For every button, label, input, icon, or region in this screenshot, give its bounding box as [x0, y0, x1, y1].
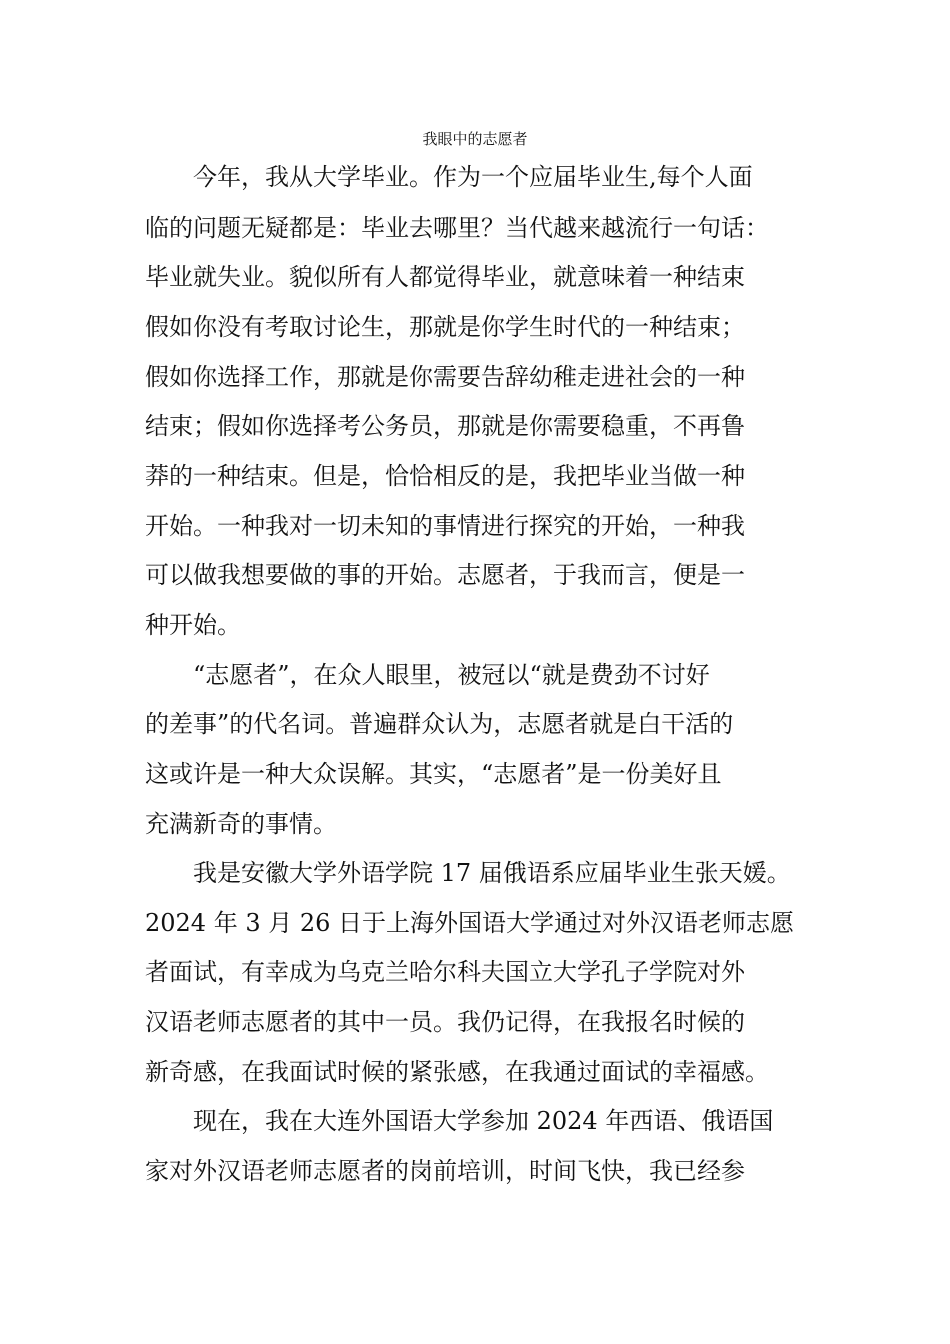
- text-line: 假如你没有考取讨论生，那就是你学生时代的一种结束；: [145, 313, 745, 341]
- text-line: 者面试，有幸成为乌克兰哈尔科夫国立大学孔子学院对外: [145, 958, 745, 986]
- text-line: 临的问题无疑都是：毕业去哪里？当代越来越流行一句话：: [145, 214, 769, 242]
- text-line: 家对外汉语老师志愿者的岗前培训，时间飞快，我已经参: [145, 1157, 745, 1185]
- text-line: 的差事”的代名词。普遍群众认为，志愿者就是白干活的: [145, 710, 734, 738]
- text-line: 开始。一种我对一切未知的事情进行探究的开始，一种我: [145, 512, 745, 540]
- text-line: 今年，我从大学毕业。作为一个应届毕业生,每个人面: [145, 163, 753, 191]
- text-line: 汉语老师志愿者的其中一员。我仍记得，在我报名时候的: [145, 1008, 745, 1036]
- text-line: 充满新奇的事情。: [145, 810, 337, 838]
- text-line: 假如你选择工作，那就是你需要告辞幼稚走进社会的一种: [145, 363, 745, 391]
- text-line: 可以做我想要做的事的开始。志愿者，于我而言，便是一: [145, 561, 745, 589]
- text-line: 种开始。: [145, 611, 241, 639]
- document-title: 我眼中的志愿者: [422, 130, 528, 148]
- text-line: 现在，我在大连外国语大学参加 2024 年西语、俄语国: [145, 1107, 774, 1135]
- text-line: 毕业就失业。貌似所有人都觉得毕业，就意味着一种结束: [145, 263, 745, 291]
- text-line: “志愿者”，在众人眼里，被冠以“就是费劲不讨好: [145, 661, 710, 689]
- text-line: 莽的一种结束。但是，恰恰相反的是，我把毕业当做一种: [145, 462, 745, 490]
- text-line: 2024 年 3 月 26 日于上海外国语大学通过对外汉语老师志愿: [145, 909, 795, 937]
- text-line: 结束；假如你选择考公务员，那就是你需要稳重，不再鲁: [145, 412, 745, 440]
- text-line: 我是安徽大学外语学院 17 届俄语系应届毕业生张天媛。: [145, 859, 791, 887]
- text-line: 这或许是一种大众误解。其实，“志愿者”是一份美好且: [145, 760, 722, 788]
- text-line: 新奇感，在我面试时候的紧张感，在我通过面试的幸福感。: [145, 1058, 769, 1086]
